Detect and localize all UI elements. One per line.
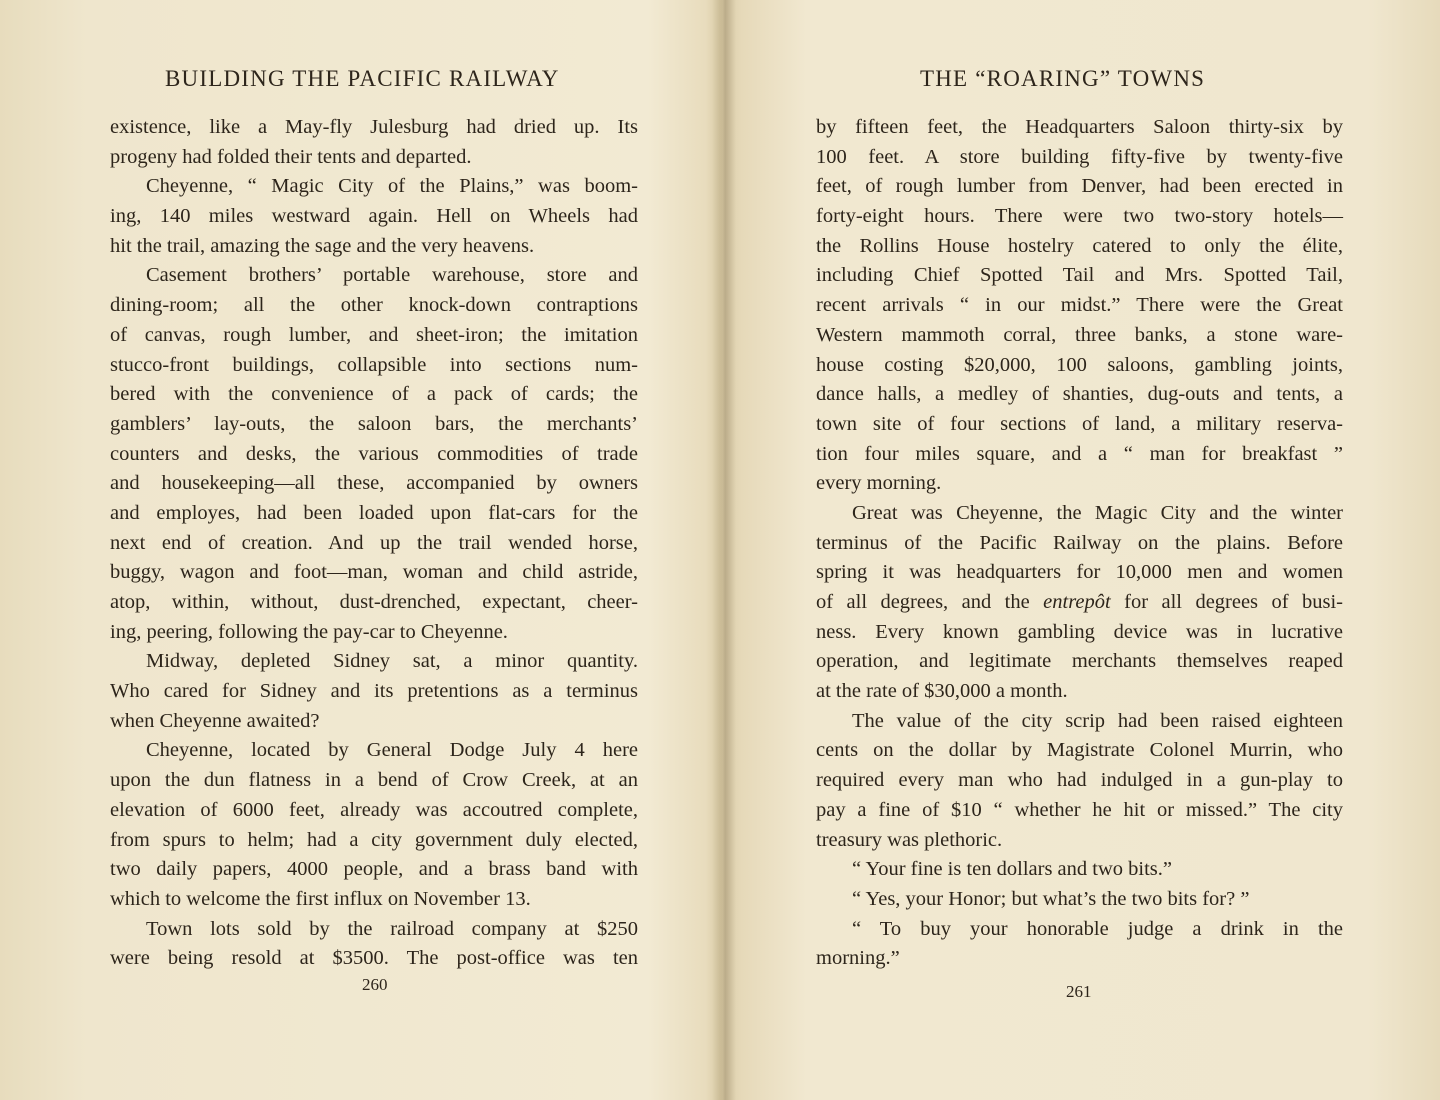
text-line: dance halls, a medley of shanties, dug-outs and tents, a [816,383,1343,406]
text-segment: for all degrees of busi- [1110,591,1344,613]
text-line: tion four miles square, and a “ man for breakfast ” [816,442,1343,465]
text-line: The value of the city scrip had been raised eighteen [852,709,1343,732]
text-line: ing, peering, following the pay-car to Cheyenne. [110,620,508,643]
text-line: Who cared for Sidney and its pretentions as a terminus [110,680,638,703]
text-line: and employes, had been loaded upon flat-cars for the [110,501,638,524]
text-line: existence, like a May-fly Julesburg had dried up. Its [110,116,638,138]
text-line [816,588,1343,618]
text-line: recent arrivals “ in our midst.” There were the Great [816,294,1343,317]
text-line: were being resold at $3500. The post-office was ten [110,947,638,970]
text-line: treasury was plethoric. [816,828,1003,851]
text-line: Town lots sold by the railroad company at $250 [146,917,638,940]
text-line: Great was Cheyenne, the Magic City and the winter [852,501,1343,524]
right-running-head: THE “ROARING” TOWNS [920,66,1206,91]
text-line: and housekeeping—all these, accompanied by owners [110,472,638,495]
text-line: every morning. [816,472,942,495]
text-line: at the rate of $30,000 a month. [816,680,1068,703]
text-line: required every man who had indulged in a gun-play to [816,769,1343,792]
text-line: operation, and legitimate merchants themselves reaped [816,650,1343,673]
text-line: elevation of 6000 feet, already was accoutred complete, [110,798,638,821]
text-line: forty-eight hours. There were two two-story hotels— [816,205,1343,228]
text-line: hit the trail, amazing the sage and the very heavens. [110,234,535,257]
text-line: “ To buy your honorable judge a drink in the [852,917,1343,940]
text-line: dining-room; all the other knock-down contraptions [110,294,638,317]
text-line: terminus of the Pacific Railway on the plains. Before [816,531,1343,554]
text-line: morning.” [816,947,900,970]
text-line: Cheyenne, “ Magic City of the Plains,” was boom- [146,175,638,198]
text-line: cents on the dollar by Magistrate Colonel Murrin, who [816,739,1343,762]
text-line: which to welcome the first influx on November 13. [110,887,531,910]
right-body-text [816,113,1343,974]
right-page [720,0,1440,1100]
text-line: including Chief Spotted Tail and Mrs. Spotted Tail, [816,264,1343,287]
text-line: buggy, wagon and foot—man, woman and child astride, [110,561,638,584]
text-line: town site of four sections of land, a military reserva- [816,412,1343,435]
text-line: 100 feet. A store building fifty-five by twenty-five [816,145,1343,168]
text-line: atop, within, without, dust-drenched, expectant, cheer- [110,591,638,613]
text-line: Casement brothers’ portable warehouse, store and [146,264,638,287]
text-line: two daily papers, 4000 people, and a brass band with [110,858,638,881]
text-line: progeny had folded their tents and departed. [110,145,472,168]
left-body-text [110,113,638,974]
left-page-number: 260 [362,975,388,994]
text-line: upon the dun flatness in a bend of Crow Creek, at an [110,769,638,792]
text-line: stucco-front buildings, collapsible into sections num- [110,353,638,376]
left-running-head: BUILDING THE PACIFIC RAILWAY [165,66,560,91]
text-line: by fifteen feet, the Headquarters Saloon thirty-six by [816,116,1343,138]
text-line: “ Your fine is ten dollars and two bits.” [852,858,1172,881]
text-line: ness. Every known gambling device was in lucrative [816,620,1343,643]
text-line: spring it was headquarters for 10,000 men and women [816,561,1343,584]
text-line: of canvas, rough lumber, and sheet-iron; the imitation [110,323,638,346]
right-page-number: 261 [1066,982,1092,1001]
text-line: counters and desks, the various commodities of trade [110,442,638,465]
text-line: feet, of rough lumber from Denver, had been erected in [816,175,1343,198]
text-line: ing, 140 miles westward again. Hell on Wheels had [110,205,638,228]
text-line: “ Yes, your Honor; but what’s the two bits for? ” [852,887,1250,910]
text-segment: of all degrees, and the [816,591,1044,613]
text-line: next end of creation. And up the trail wended horse, [110,531,638,554]
text-line: Cheyenne, located by General Dodge July 4 here [146,739,638,762]
text-line: pay a fine of $10 “ whether he hit or missed.” The city [816,798,1343,821]
text-line: Western mammoth corral, three banks, a stone ware- [816,323,1343,346]
text-line: Midway, depleted Sidney sat, a minor quantity. [146,650,638,673]
text-line: from spurs to helm; had a city government duly elected, [110,828,638,851]
text-line: house costing $20,000, 100 saloons, gambling joints, [816,353,1343,376]
text-line: when Cheyenne awaited? [110,709,320,732]
italic-word: entrepôt [1043,591,1111,613]
text-line: gamblers’ lay-outs, the saloon bars, the merchants’ [110,412,638,435]
text-line: bered with the convenience of a pack of cards; the [110,383,638,406]
text-line: the Rollins House hostelry catered to only the élite, [816,234,1343,257]
